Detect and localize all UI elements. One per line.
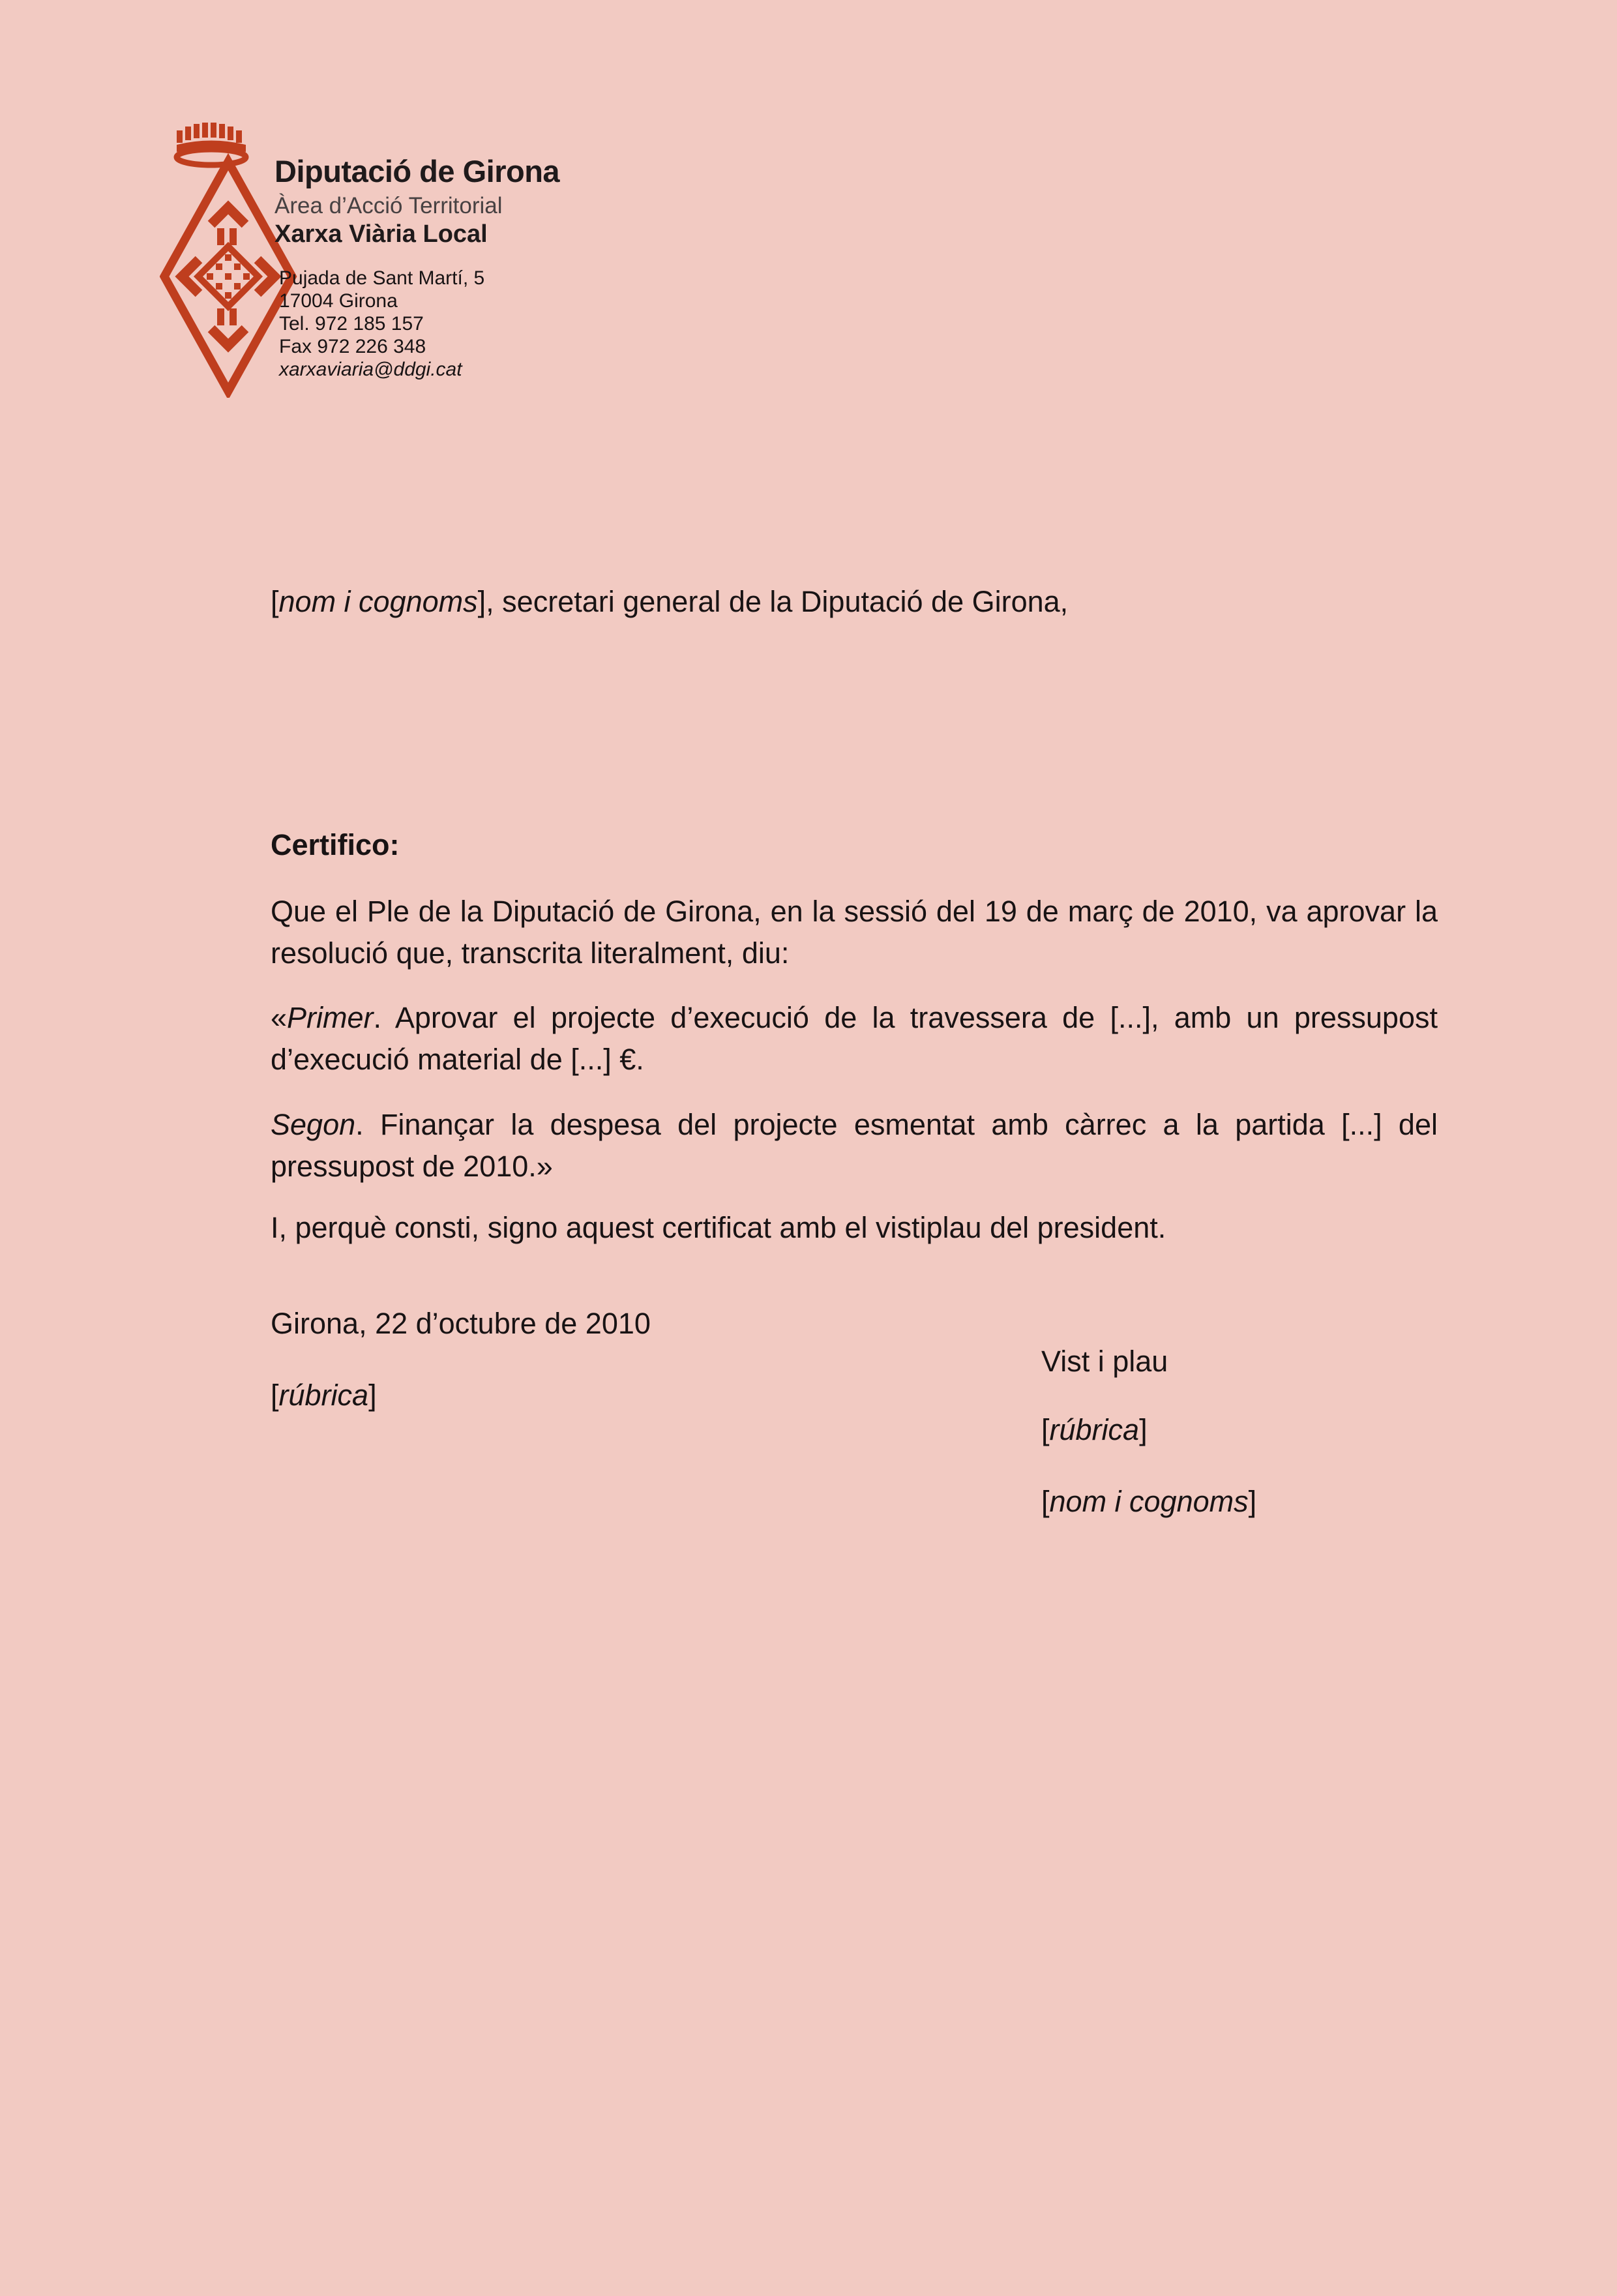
address-fax: Fax 972 226 348	[279, 336, 426, 357]
letterhead-brand-block	[274, 155, 559, 248]
president-approval-label: Vist i plau	[1041, 1345, 1168, 1378]
address-city: 17004 Girona	[279, 290, 398, 312]
resolution-term-primer: Primer	[287, 1001, 374, 1034]
closing-paragraph: I, perquè consti, signo aquest certificat amb el vistiplau del president.	[271, 1211, 1166, 1244]
bracket-open: [	[271, 1379, 279, 1412]
bracket-close: ]	[1248, 1485, 1257, 1518]
secretary-rubric-placeholder	[271, 1375, 377, 1416]
bracket-open: [	[271, 585, 279, 618]
letterhead-address-block	[279, 267, 484, 381]
rubric-placeholder: rúbrica	[1049, 1413, 1140, 1446]
bracket-close: ]	[477, 585, 486, 618]
opening-guillemet: «	[271, 1001, 288, 1034]
name-placeholder: nom i cognoms	[278, 585, 478, 618]
resolution-intro-paragraph: Que el Ple de la Diputació de Girona, en la sessió del 19 de març de 2010, va aprovar la resolució que, transcrita literalment, diu:	[271, 895, 1438, 970]
resolution-text-segon: . Finançar la despesa del projecte esmentat amb càrrec a la partida [...] del pressupost de 2010.»	[271, 1108, 1438, 1183]
name-placeholder: nom i cognoms	[1049, 1485, 1249, 1518]
org-area: Àrea d’Acció Territorial	[274, 193, 503, 218]
address-street: Pujada de Sant Martí, 5	[279, 267, 485, 289]
resolution-point-1	[271, 997, 1438, 1081]
president-name-placeholder	[1041, 1481, 1256, 1523]
address-email: xarxaviaria@ddgi.cat	[279, 359, 462, 380]
resolution-text-primer: . Aprovar el projecte d’execució de la travessera de [...], amb un pressupost d’execució material de [...] €.	[271, 1001, 1438, 1076]
president-rubric-placeholder	[1041, 1409, 1148, 1451]
bracket-open: [	[1041, 1485, 1050, 1518]
salutation-line	[271, 581, 1438, 623]
place-date-line: Girona, 22 d’octubre de 2010	[271, 1307, 651, 1340]
resolution-point-2	[271, 1104, 1438, 1187]
bracket-close: ]	[1139, 1413, 1148, 1446]
resolution-term-segon: Segon	[271, 1108, 356, 1141]
bracket-open: [	[1041, 1413, 1050, 1446]
bracket-close: ]	[368, 1379, 377, 1412]
salutation-rest: , secretari general de la Diputació de Girona,	[486, 585, 1069, 618]
rubric-placeholder: rúbrica	[278, 1379, 369, 1412]
certify-heading: Certifico:	[271, 828, 400, 861]
address-phone: Tel. 972 185 157	[279, 313, 424, 335]
org-name: Diputació de Girona	[274, 154, 560, 188]
org-service: Xarxa Viària Local	[274, 220, 488, 248]
